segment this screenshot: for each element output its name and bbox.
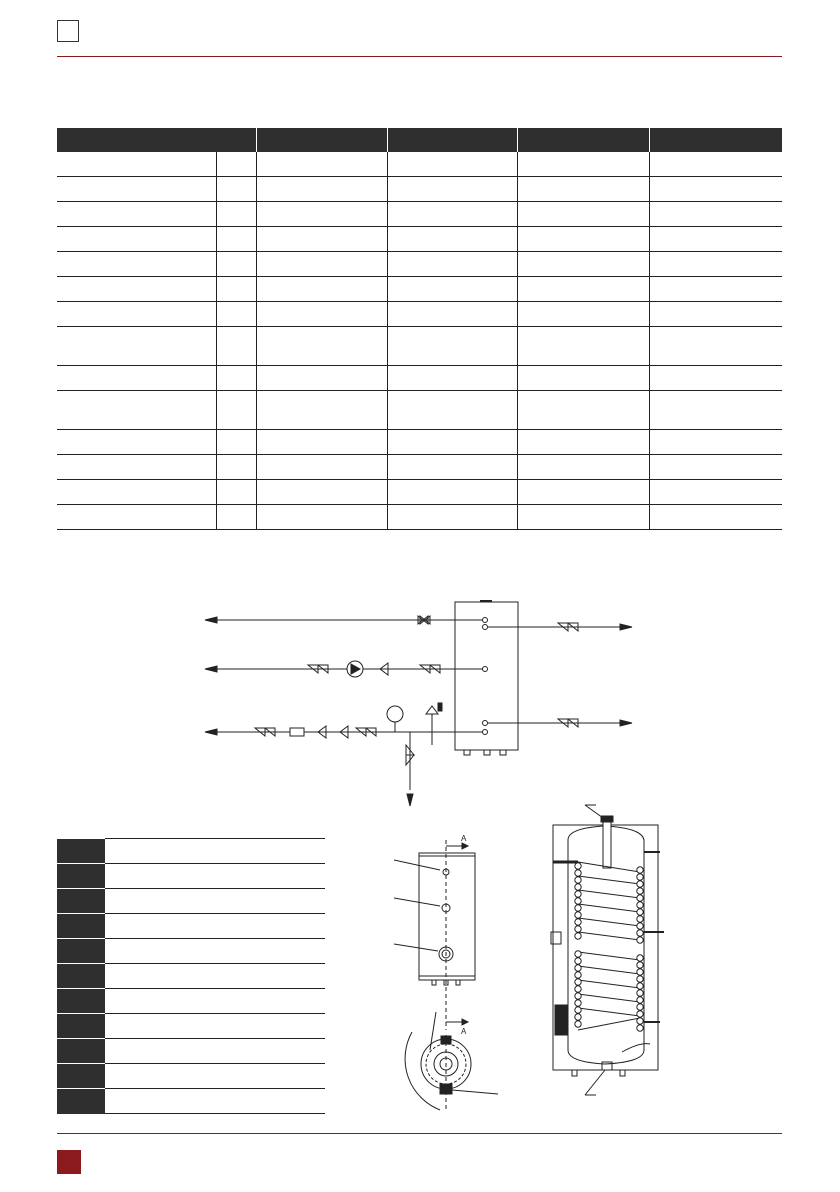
section-label-top: A (461, 834, 467, 843)
coil-turn-icon (637, 923, 643, 929)
legend-row (57, 989, 325, 1014)
coil-turn-icon (575, 1007, 581, 1013)
coil-turn-icon (575, 870, 581, 876)
coil-turn-icon (575, 891, 581, 897)
coil-turn-icon (575, 926, 581, 932)
coil-turns (575, 863, 643, 1031)
legend-row (57, 1089, 325, 1114)
coil-turn-icon (575, 972, 581, 978)
legend-row (57, 939, 325, 964)
coil-turn-icon (575, 877, 581, 883)
coil-turn-icon (575, 965, 581, 971)
section-label-bottom: A (461, 1027, 467, 1036)
coil-turn-icon (575, 1000, 581, 1006)
coil-turn-icon (575, 898, 581, 904)
coil-turn-icon (637, 867, 643, 873)
coil-turn-icon (575, 884, 581, 890)
coil-turn-icon (637, 909, 643, 915)
legend-row (57, 914, 325, 939)
coil-turn-icon (575, 912, 581, 918)
coil-turn-icon (637, 902, 643, 908)
hydraulic-schematic (205, 601, 632, 806)
coil-turn-icon (637, 1011, 643, 1017)
footer-rule (57, 1133, 782, 1134)
coil-turn-icon (637, 955, 643, 961)
coil-turn-icon (575, 979, 581, 985)
tank-cross-section (551, 805, 664, 1095)
coil-turn-icon (575, 986, 581, 992)
coil-turn-icon (637, 983, 643, 989)
legend-row (57, 864, 325, 889)
tank-side-view (394, 840, 475, 1030)
coil-turn-icon (575, 905, 581, 911)
coil-turn-icon (637, 916, 643, 922)
coil-turn-icon (637, 1025, 643, 1031)
legend-row (57, 839, 325, 864)
coil-turn-icon (637, 888, 643, 894)
coil-turn-icon (637, 990, 643, 996)
footer-page-box (57, 1150, 81, 1174)
coil-turn-icon (637, 1018, 643, 1024)
legend-row (57, 1039, 325, 1064)
coil-turn-icon (575, 933, 581, 939)
tank-top-view (405, 1012, 498, 1110)
legend-table (57, 838, 325, 1114)
coil-turn-icon (575, 1021, 581, 1027)
legend-row (57, 889, 325, 914)
legend-row (57, 1064, 325, 1089)
coil-turn-icon (637, 976, 643, 982)
legend-row (57, 964, 325, 989)
legend-row (57, 1014, 325, 1039)
coil-turn-icon (637, 937, 643, 943)
coil-turn-icon (575, 958, 581, 964)
coil-turn-icon (637, 969, 643, 975)
coil-turn-icon (575, 919, 581, 925)
coil-turn-icon (575, 863, 581, 869)
tank-outline (455, 602, 518, 750)
coil-turn-icon (637, 1004, 643, 1010)
coil-turn-icon (637, 895, 643, 901)
coil-turn-icon (637, 881, 643, 887)
coil-turn-icon (575, 1014, 581, 1020)
coil-turn-icon (637, 874, 643, 880)
coil-turn-icon (575, 951, 581, 957)
coil-turn-icon (637, 930, 643, 936)
coil-turn-icon (637, 962, 643, 968)
coil-turn-icon (637, 997, 643, 1003)
upper-coil (578, 862, 640, 940)
coil-turn-icon (575, 993, 581, 999)
